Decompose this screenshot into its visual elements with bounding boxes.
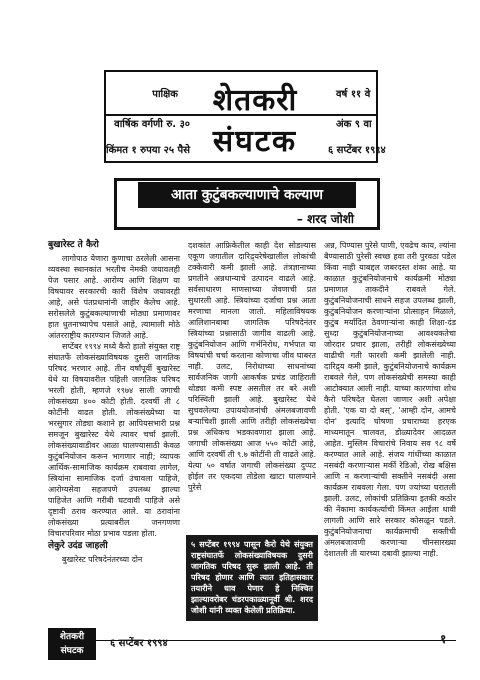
issue-number: अंक ९ वा xyxy=(336,119,372,130)
issue-price: किंमत १ रुपया २५ पैसे xyxy=(106,145,190,156)
subheading-many-children: लेकुरे उदंड जाहली xyxy=(48,541,108,551)
footer-date: ६ सप्टेंबर १९९४ xyxy=(110,638,168,649)
masthead-title-bottom: संघटक xyxy=(212,124,298,159)
publication-frequency: पाक्षिक xyxy=(152,89,178,100)
annual-subscription: वार्षिक वर्गणी रु. ३० xyxy=(114,119,190,130)
page-number: १ xyxy=(440,632,447,646)
issue-date: ६ सप्टेंबर १९९४ xyxy=(328,145,386,156)
subheading-bucharest-cairo: बुखारेस्ट ते कैरो xyxy=(48,240,99,250)
footer-logo-bottom: संघटक xyxy=(60,646,84,656)
paragraph: अन्न, पिण्यास पुरेसे पाणी, एवढेच काय, ल्यांना बैण्यासाठी पुरेसी स्वच्छ हवा तरी पुरवठा पडेल किंवा नाही याबद्दल जबरदस्त शंका आहे. या काळात कुटुंबनियोजनाचे कार्यक्रमी मोठ्या प्रमाणात ताकदीने राबवले गेले. कुटुंबनियोजनाची साधने सहज उपलब्ध झाली, कुटुंबनियोजन करणाऱ्यांना प्रोत्साहन मिळाले, कुटुंब मर्यादित ठेवणाऱ्यांना काही शिक्षा-दंड सुध्दा कुटुंबनियोजनाच्या आवश्यकतेचा जोरदार प्रचार झाला, तरीही लोकसंख्येच्या वाढीची गती फारशी कमी झालेली नाही. दारिद्र्य कमी झाले, कुटुंबनियोजनाचे कार्यक्रम राबवले गेले, पण लोकसंख्येची समस्या काही आटोक्यात आली नाही. याच्या कारणांचा शोध कैरो परिषदेत घेतला जाणार अशी अपेक्षा होती. 'एक या दो बस्', 'आम्ही दोन, आमचे दोन' इत्यादि घोषणा प्रचाराच्या हरएक माध्यमातून चालवत, डोळ्यादेवर आदळत आहेत. मुस्लिम विचारांचे निवाय सव ९८ वर्षे करण्यात आले आहे. संजय गांधींच्या काळात नसबंदी करणाऱ्यास मर्की रेडिओ, रोख बक्षिस आणि न करणाऱ्यांची सक्तीने नसबंदी असा कार्यक्रम राबवला गेला. पण ज्यांच्या घरातली झाली. उलट, लोकांची प्रतिक्रिया इतकी कठोर की नेंकामा कार्यकर्त्याची किंमत आईला धावी लागली आणि सारे सरकार कोसळून पडले. कुटुंबनियोजनाचा कार्यक्रमाची सक्तीची अंमलबजावणी करणाऱ्या चीनसारख्या देशातली ती यारच्या दबावी झाल्या नाही. xyxy=(324,241,456,558)
article-column-1 xyxy=(48,240,180,565)
pull-quote-box: ५ सप्टेंबर १९९४ पासून कैरो येथे संयुक्त राष्ट्रसंघातर्फे लोकसंख्याविषयक दुसरी जागतिक परिषद सुरू झाली आहे. ती परिषद होणार आणि त्यात इतिहासकार तयारीने धाव पेणार हे निश्चित झाल्यावरोबर चंडरपकाळ्यानूर्वी श्री. शरद जोशी यांनी व्यक्त केलेली प्रतिक्रिया. xyxy=(186,535,318,621)
article-column-2 xyxy=(188,240,316,530)
masthead-title-top: शेतकरी xyxy=(212,83,298,118)
footer-logo xyxy=(48,628,96,660)
article-column-3 xyxy=(324,240,456,630)
article-headline: आता कुटुंबकल्याणाचे कल्याण xyxy=(138,182,356,208)
volume-year: वर्ष ११ वे xyxy=(336,89,371,100)
paragraph: बुखारेस्ट परिषदेनंतरच्या दोन xyxy=(62,555,143,564)
paragraph: सप्टेंबर १९९४ मध्ये कैरो हातो संयुक्त राष्ट्र संघातर्फे लोकसंख्याविषयक दुसरी जागतिक परिषद भरणार आहे. तीन वर्षांपूर्वी बुखारेस्ट येथे या विषयावरील पहिली जागतिक परिषद भरली होती, म्हणजे १९७४ साली जगाची लोकसंख्या ४०० कोटी होती. दरवर्षी ती ८ कोटींनी वाढत होती. लोकसंख्येच्या या भरसुगार तोड्या कशाने हा आपियसभारी प्रश्न समजून बुखारेस्ट येथे त्यावर चर्चा झाली. लोकसंख्यावाडीवर आळा घालण्यासाठी केवळ कुटुंबनियोजन करून भागणार नाही; व्यापक आर्थिक-सामाजिक कार्यक्रम राबवावा लागेल, स्त्रियांना सामाजिक दर्जा उंचावला पाहिजे, आरोग्यसेवा सहजपणे उपलब्ध झाल्या पाहिजेत आणि गरीबी घटवावी पाहिजे असे दृष्टावी ठराव करण्यात आले. या ठरावांना लोकसंख्या प्रत्याबरील जनगणणा विचारपरिवार मोठा प्रभाव पडला होता. xyxy=(48,342,180,538)
article-byline: – शरद जोशी xyxy=(296,212,354,226)
paragraph: लागोपाठ येणारा कुणाचा ठरलेली आसना व्यवस्था स्थानकांत भरतीच नेमकी जयावलही पेज पसार आहे. आरोग्य आणि शिक्षण या विषयावर सरकारची कारी विशेष जयावरही आहे, असे पंतप्रधानांनी जाहीर केलेच आहे. सरोसलेले कुटुंबकल्याणाची मोठ्या प्रमाणावर हात धुतनाच्यापेच पसाते आहे, त्यामाली मोठे आंतरराष्ट्रीय कारण्यान जिजते आहे. xyxy=(48,254,180,340)
paragraph: दशकांत आफ्रिकेतील काही देश सोडल्यास एकूण जगातील दारिद्र्यरेषेखालील लोकांची टक्केवारी कमी झाली आहे. तंत्रज्ञानाच्या प्रगतीने अन्नधान्याचे उत्पादन वाढले आहे. सर्वसाधारण माणसाच्या जेवणाची प्रत सुधारली आहे. स्त्रियांच्या दर्जाचा प्रश्न आता मरणाचा मानला जातो. महिलाविषयक आलिशानबाबा जागतिक परिषदेनंतर स्त्रियांच्या प्रश्नासाठी जागीव वाढली आहे. कुटुंबनियोजन आणि गर्भनिरोध, गर्भपात या विषयांची चर्चा करताना कोणाचा जीव घाबरत नाही. उलट, निरोधाच्या साधनांच्या सार्वजनिक जागी आकर्षक प्रचंड जाहिराती थोड्या कमी स्पष्ट असतील तर बरे अशी परिस्थिती झाली आहे. बुखारेस्ट येथे सुचवलेल्या उपाययोजनांची अंमलबजावणी बऱ्याचिशी झाली आणि तरीही लोकसंख्येचा प्रश्न अधिकच भडकावणारा झाला आहे. जगाची लोकसंख्या आज ५५० कोटी आहे, आणि दरवर्षी ती ९.७ कोटींनी ती वाढते आहे. येत्या ५० वर्षात जगाची लोकसंख्या दुप्पट होईल तर एकदया तोडेला खाटा घालण्याने पुरेसे xyxy=(188,241,316,492)
footer-logo-top: शेतकरी xyxy=(59,632,85,642)
